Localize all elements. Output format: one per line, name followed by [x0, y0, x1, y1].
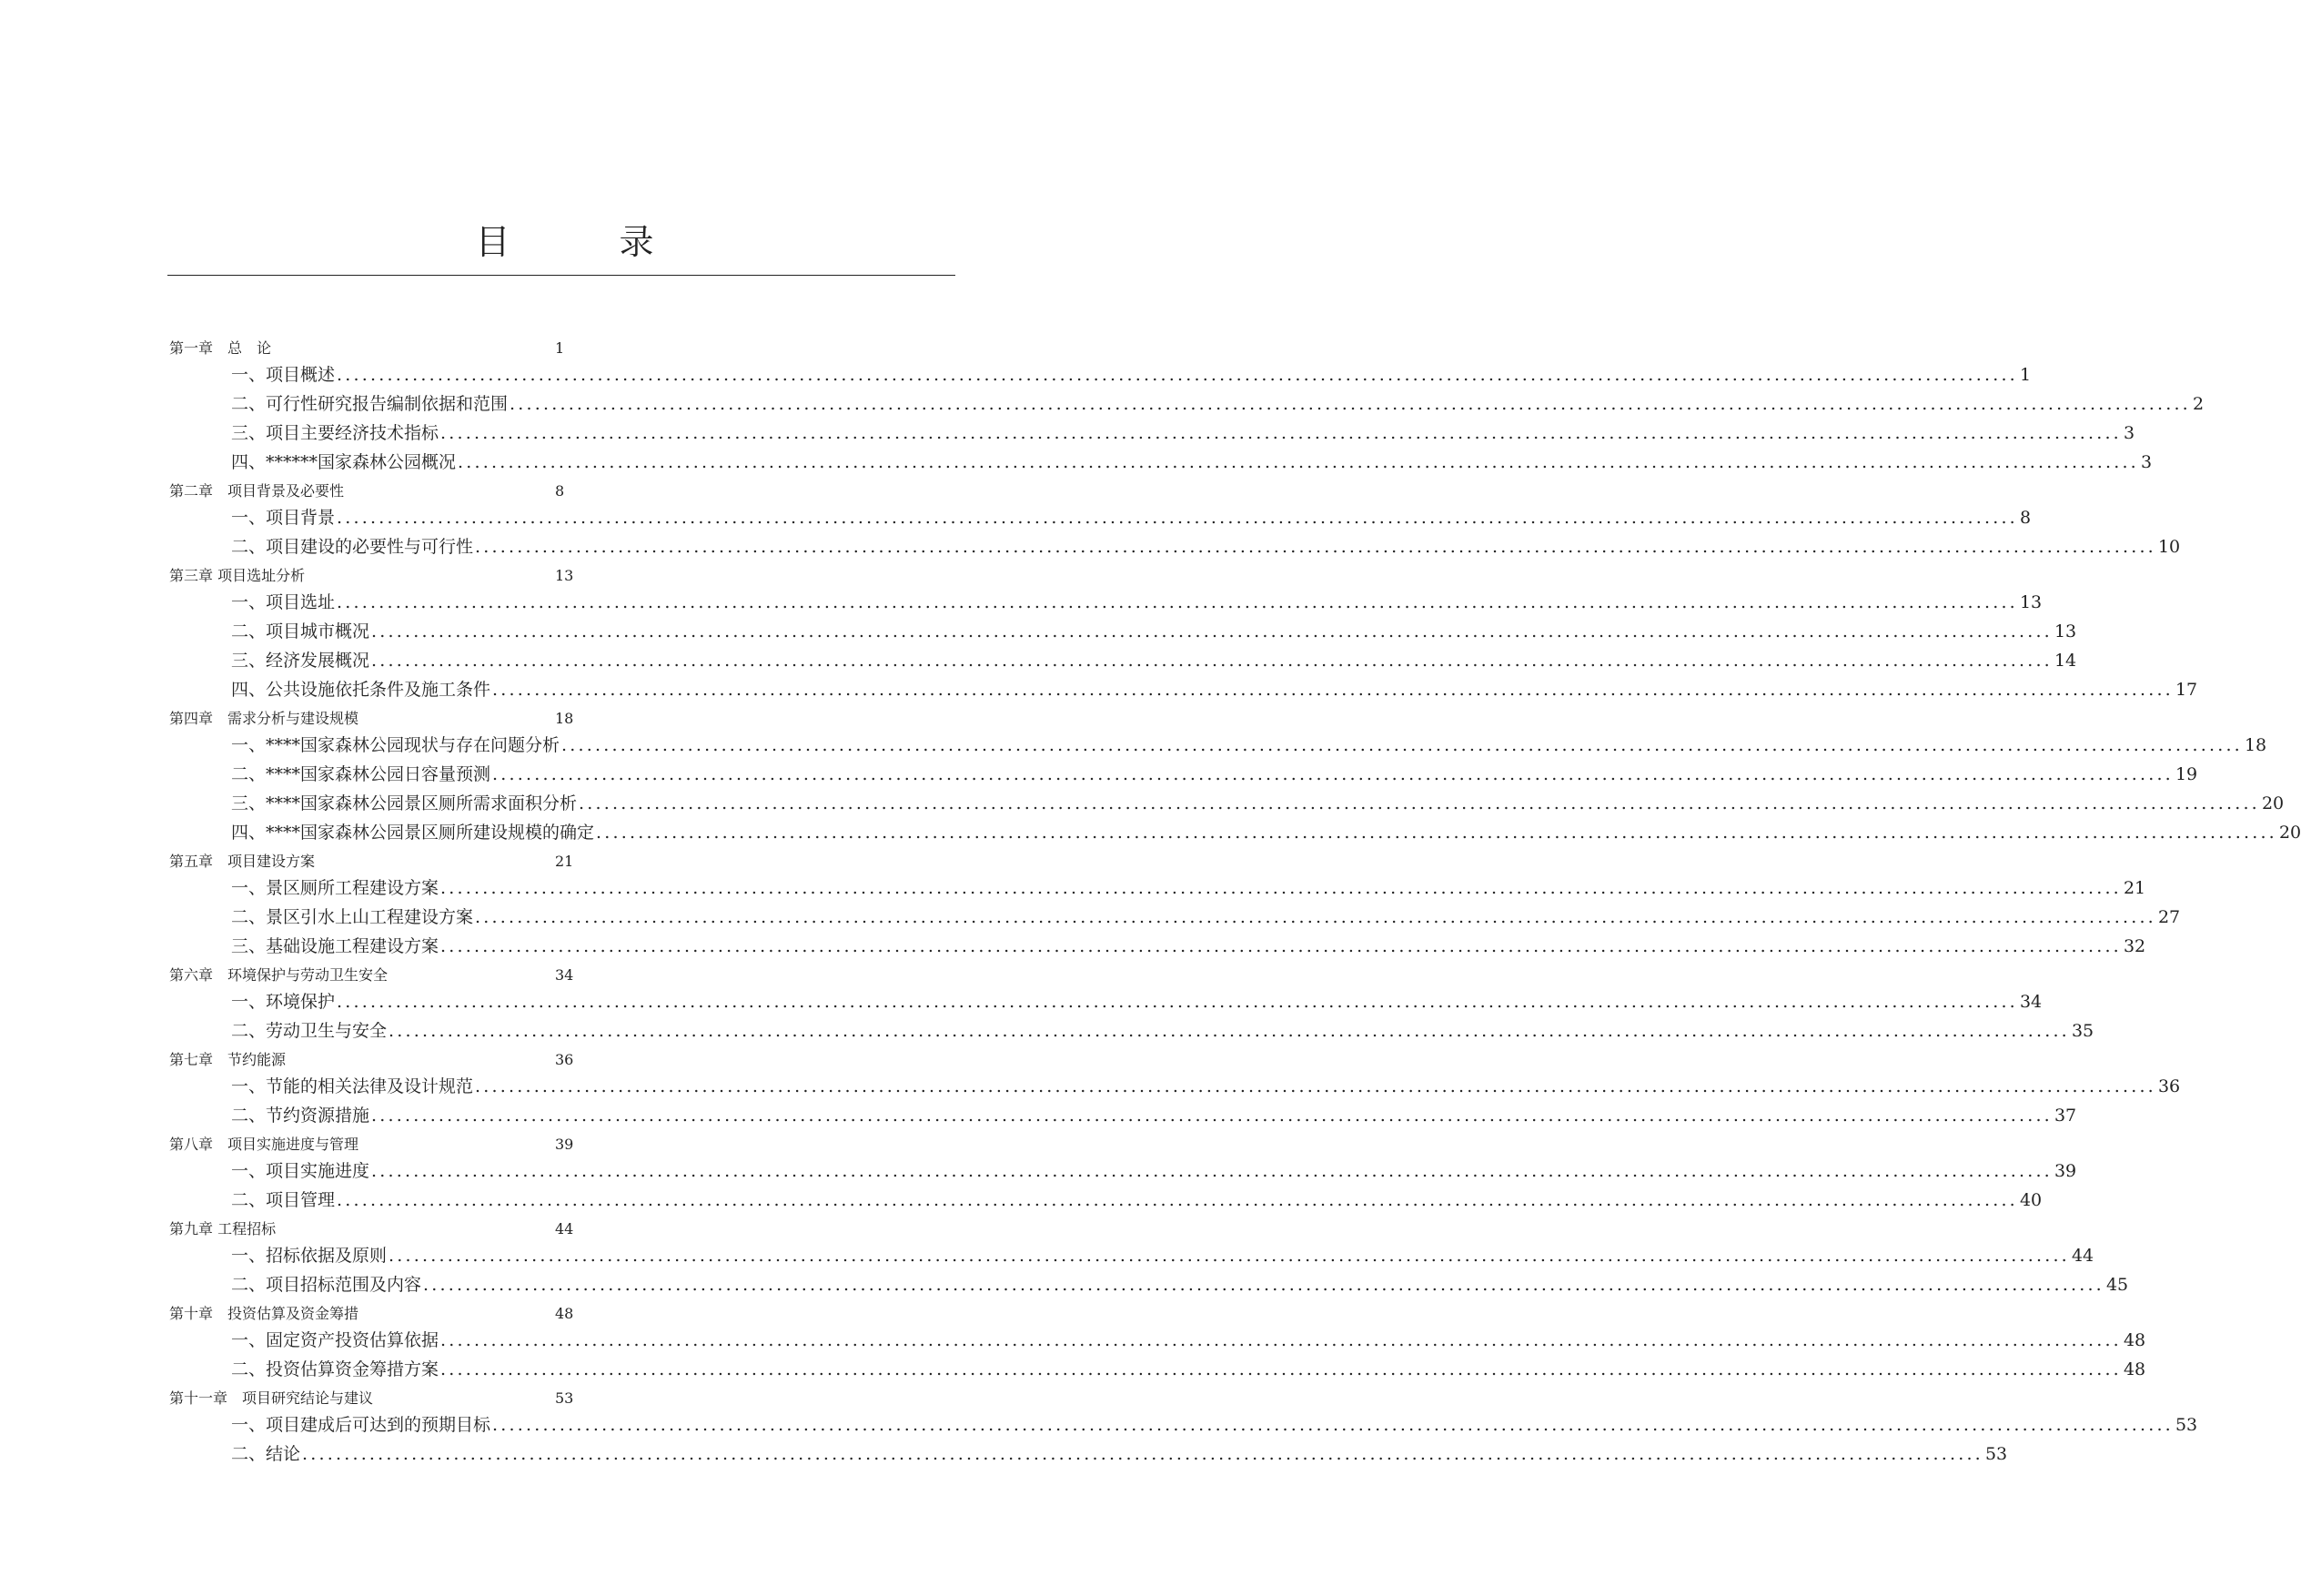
chapter-heading[interactable] [0, 708, 1129, 730]
toc-entry[interactable] [0, 1185, 2043, 1214]
dot-leader: ........................................................................................................................................................................................................ [596, 823, 2277, 843]
chapter-page-number: 21 [555, 853, 574, 870]
toc-entry-page-number: 40 [2019, 1190, 2043, 1210]
dot-leader: ........................................................................................................................................................................................................ [561, 735, 2243, 755]
toc-entry-title: 四、****国家森林公园景区厕所建设规模的确定 [231, 823, 595, 843]
toc-entry-page-number: 32 [2123, 936, 2146, 956]
toc-entry[interactable] [0, 931, 2146, 960]
chapter-heading[interactable] [0, 1134, 1129, 1156]
dot-leader: ........................................................................................................................................................................................................ [337, 508, 2018, 528]
chapter-label: 第二章 项目背景及必要性 [169, 482, 345, 500]
chapter-heading[interactable] [0, 338, 1129, 359]
toc-entry[interactable] [0, 418, 2135, 447]
toc-entry-page-number: 1 [2019, 365, 2032, 385]
toc-entry-page-number: 21 [2123, 878, 2146, 898]
toc-entry-title: 四、公共设施依托条件及施工条件 [231, 680, 491, 700]
toc-entry-page-number: 53 [1984, 1444, 2008, 1464]
dot-leader: ........................................................................................................................................................................................................ [337, 592, 2018, 612]
toc-entry-page-number: 13 [2019, 592, 2043, 612]
toc-entry-title: 一、****国家森林公园现状与存在问题分析 [231, 735, 560, 755]
toc-title-char-2: 录 [619, 222, 654, 262]
dot-leader: ........................................................................................................................................................................................................ [337, 992, 2018, 1012]
dot-leader: ........................................................................................................................................................................................................ [423, 1275, 2104, 1295]
chapter-heading[interactable] [0, 1303, 1129, 1325]
toc-entry-title: 一、招标依据及原则 [231, 1246, 388, 1266]
toc-entry[interactable] [0, 502, 2032, 531]
toc-entry[interactable] [0, 389, 2205, 418]
chapter-heading[interactable] [0, 965, 1129, 986]
toc-entry[interactable] [0, 817, 2301, 846]
toc-entry[interactable] [0, 1439, 2008, 1468]
toc-entry-page-number: 34 [2019, 992, 2043, 1012]
dot-leader: ........................................................................................................................................................................................................ [337, 1190, 2018, 1210]
toc-entry-page-number: 39 [2054, 1161, 2077, 1181]
toc-entry-title: 三、经济发展概况 [231, 651, 370, 671]
toc-entry-page-number: 14 [2054, 651, 2077, 671]
toc-entry-title: 二、项目招标范围及内容 [231, 1275, 422, 1295]
toc-entry-title: 二、项目建设的必要性与可行性 [231, 537, 474, 557]
chapter-heading[interactable] [0, 1388, 1129, 1409]
toc-entry-title: 三、基础设施工程建设方案 [231, 936, 439, 956]
toc-entry[interactable] [0, 447, 2153, 476]
toc-entry-page-number: 2 [2192, 394, 2205, 414]
toc-entry-page-number: 37 [2054, 1106, 2077, 1126]
toc-entry[interactable] [0, 1100, 2077, 1129]
dot-leader: ........................................................................................................................................................................................................ [440, 423, 2122, 443]
chapter-label: 第八章 项目实施进度与管理 [169, 1136, 359, 1153]
toc-entry-title: 二、项目城市概况 [231, 621, 370, 641]
chapter-page-number: 36 [555, 1051, 574, 1068]
toc-title-char-1: 目 [475, 222, 510, 262]
dot-leader: ........................................................................................................................................................................................................ [492, 1415, 2174, 1435]
chapter-page-number: 53 [555, 1389, 574, 1407]
chapter-heading[interactable] [0, 1218, 1129, 1240]
toc-entry[interactable] [0, 759, 2198, 788]
toc-entry-title: 一、固定资产投资估算依据 [231, 1330, 439, 1350]
toc-entry-page-number: 36 [2157, 1076, 2181, 1096]
dot-leader: ........................................................................................................................................................................................................ [371, 621, 2053, 641]
toc-entry-page-number: 8 [2019, 508, 2032, 528]
toc-entry-page-number: 27 [2157, 907, 2181, 927]
toc-entry-title: 二、****国家森林公园日容量预测 [231, 764, 491, 784]
toc-entry[interactable] [0, 788, 2285, 817]
toc-entry[interactable] [0, 1156, 2077, 1185]
chapter-heading[interactable] [0, 1049, 1129, 1071]
toc-entry-title: 二、投资估算资金筹措方案 [231, 1359, 439, 1379]
dot-leader: ........................................................................................................................................................................................................ [579, 793, 2260, 813]
toc-entry-title: 三、项目主要经济技术指标 [231, 423, 439, 443]
toc-entry-title: 一、项目背景 [231, 508, 336, 528]
toc-entry[interactable] [0, 902, 2181, 931]
toc-entry-page-number: 10 [2157, 537, 2181, 557]
toc-entry[interactable] [0, 730, 2267, 759]
chapter-page-number: 48 [555, 1305, 574, 1322]
dot-leader: ........................................................................................................................................................................................................ [371, 1106, 2053, 1126]
toc-entry-page-number: 48 [2123, 1359, 2146, 1379]
toc-entry-title: 二、景区引水上山工程建设方案 [231, 907, 474, 927]
toc-entry-page-number: 35 [2071, 1021, 2094, 1041]
dot-leader: ........................................................................................................................................................................................................ [458, 452, 2139, 472]
toc-entry[interactable] [0, 531, 2181, 561]
toc-entry[interactable] [0, 1354, 2146, 1383]
toc-entry[interactable] [0, 1015, 2094, 1045]
toc-entry-page-number: 53 [2175, 1415, 2198, 1435]
dot-leader: ........................................................................................................................................................................................................ [371, 651, 2053, 671]
chapter-page-number: 18 [555, 710, 574, 727]
toc-entry-page-number: 20 [2261, 793, 2285, 813]
toc-entry[interactable] [0, 616, 2077, 645]
chapter-page-number: 39 [555, 1136, 574, 1153]
chapter-label: 第四章 需求分析与建设规模 [169, 710, 359, 727]
toc-entry[interactable] [0, 1071, 2181, 1100]
dot-leader: ........................................................................................................................................................................................................ [389, 1246, 2070, 1266]
dot-leader: ........................................................................................................................................................................................................ [337, 365, 2018, 385]
toc-entry[interactable] [0, 1325, 2146, 1354]
toc-entry-page-number: 20 [2278, 823, 2301, 843]
chapter-label: 第五章 项目建设方案 [169, 853, 316, 870]
toc-entry-title: 一、环境保护 [231, 992, 336, 1012]
chapter-label: 第九章 工程招标 [169, 1220, 277, 1237]
toc-entry-title: 一、项目建成后可达到的预期目标 [231, 1415, 491, 1435]
chapter-page-number: 1 [555, 339, 565, 357]
dot-leader: ........................................................................................................................................................................................................ [302, 1444, 1983, 1464]
toc-entry-title: 一、项目选址 [231, 592, 336, 612]
dot-leader: ........................................................................................................................................................................................................ [510, 394, 2191, 414]
chapter-label: 第一章 总 论 [169, 339, 272, 357]
dot-leader: ........................................................................................................................................................................................................ [492, 680, 2174, 700]
toc-entry-title: 三、****国家森林公园景区厕所需求面积分析 [231, 793, 578, 813]
toc-entry-title: 一、节能的相关法律及设计规范 [231, 1076, 474, 1096]
chapter-label: 第十一章 项目研究结论与建议 [169, 1389, 374, 1407]
toc-entry-page-number: 45 [2105, 1275, 2129, 1295]
toc-entry-page-number: 18 [2244, 735, 2267, 755]
dot-leader: ........................................................................................................................................................................................................ [440, 936, 2122, 956]
toc-entry-title: 二、结论 [231, 1444, 301, 1464]
chapter-page-number: 8 [555, 482, 565, 500]
toc-entry-title: 一、项目概述 [231, 365, 336, 385]
chapter-page-number: 34 [555, 966, 574, 984]
chapter-label: 第七章 节约能源 [169, 1051, 287, 1068]
toc-entry[interactable] [0, 587, 2043, 616]
chapter-page-number: 13 [555, 567, 574, 584]
chapter-label: 第三章 项目选址分析 [169, 567, 306, 584]
dot-leader: ........................................................................................................................................................................................................ [492, 764, 2174, 784]
toc-entry[interactable] [0, 674, 2198, 703]
toc-entry-page-number: 13 [2054, 621, 2077, 641]
chapter-heading[interactable] [0, 480, 1129, 502]
toc-entry-page-number: 19 [2175, 764, 2198, 784]
toc-entry-title: 二、劳动卫生与安全 [231, 1021, 388, 1041]
dot-leader: ........................................................................................................................................................................................................ [389, 1021, 2070, 1041]
dot-leader: ........................................................................................................................................................................................................ [371, 1161, 2053, 1181]
dot-leader: ........................................................................................................................................................................................................ [440, 878, 2122, 898]
dot-leader: ........................................................................................................................................................................................................ [475, 907, 2156, 927]
toc-entry[interactable] [0, 1240, 2094, 1269]
toc-entry-page-number: 17 [2175, 680, 2198, 700]
toc-entry-title: 一、景区厕所工程建设方案 [231, 878, 439, 898]
chapter-page-number: 44 [555, 1220, 574, 1237]
toc-title [0, 218, 1129, 266]
toc-entry-page-number: 3 [2140, 452, 2153, 472]
dot-leader: ........................................................................................................................................................................................................ [440, 1359, 2122, 1379]
title-underline [167, 275, 955, 276]
table-of-contents [0, 333, 2301, 1468]
toc-entry[interactable] [0, 1269, 2129, 1298]
toc-entry-page-number: 48 [2123, 1330, 2146, 1350]
toc-entry-page-number: 44 [2071, 1246, 2094, 1266]
chapter-label: 第六章 环境保护与劳动卫生安全 [169, 966, 389, 984]
toc-entry-title: 二、节约资源措施 [231, 1106, 370, 1126]
toc-entry[interactable] [0, 645, 2077, 674]
dot-leader: ........................................................................................................................................................................................................ [440, 1330, 2122, 1350]
toc-entry[interactable] [0, 1409, 2198, 1439]
toc-entry-title: 四、******国家森林公园概况 [231, 452, 457, 472]
toc-entry-page-number: 3 [2123, 423, 2135, 443]
toc-entry-title: 二、可行性研究报告编制依据和范围 [231, 394, 509, 414]
dot-leader: ........................................................................................................................................................................................................ [475, 1076, 2156, 1096]
chapter-heading[interactable] [0, 565, 1129, 587]
toc-entry[interactable] [0, 873, 2146, 902]
toc-entry[interactable] [0, 986, 2043, 1015]
toc-entry[interactable] [0, 359, 2032, 389]
toc-entry-title: 一、项目实施进度 [231, 1161, 370, 1181]
dot-leader: ........................................................................................................................................................................................................ [475, 537, 2156, 557]
toc-entry-title: 二、项目管理 [231, 1190, 336, 1210]
chapter-heading[interactable] [0, 851, 1129, 873]
chapter-label: 第十章 投资估算及资金筹措 [169, 1305, 359, 1322]
